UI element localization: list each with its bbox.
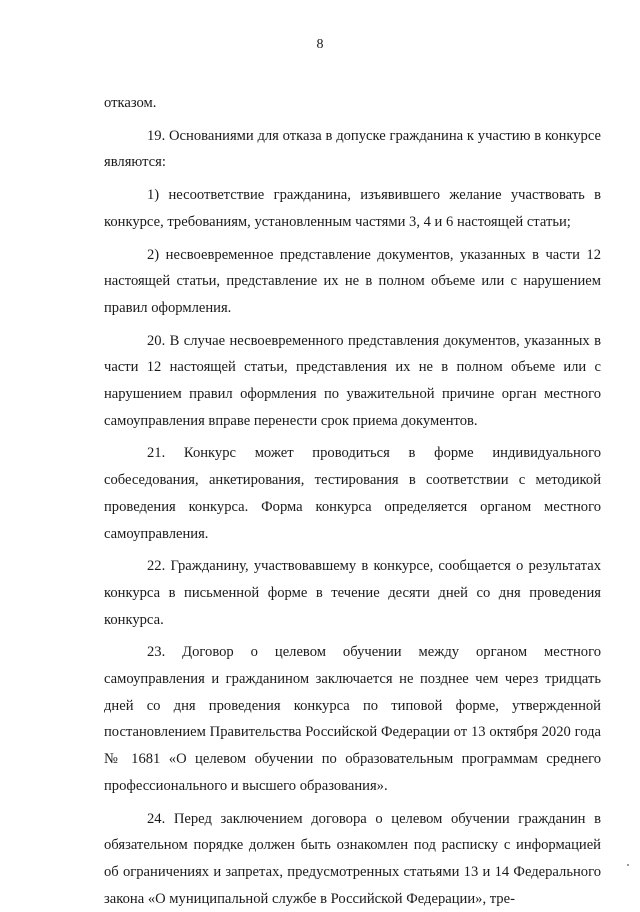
paragraph-21: 21. Конкурс может проводиться в форме индивидуального собеседования, анкетирования, тестирования в соответствии с методикой проведения конкурса. Форма конкурса определяется органом местного самоуправления. bbox=[104, 445, 601, 542]
scan-speck bbox=[627, 864, 629, 866]
paragraph-22: 22. Гражданину, участвовавшему в конкурсе, сообщается о результатах конкурса в письменной форме в течение десяти дней со дня проведения конкурса. bbox=[104, 558, 601, 628]
page-number: 8 bbox=[316, 37, 324, 52]
paragraph-19: 19. Основаниями для отказа в допуске гражданина к участию в конкурсе являются: bbox=[104, 127, 601, 171]
paragraph-24: 24. Перед заключением договора о целевом обучении гражданин в обязательном порядке должен быть ознакомлен под расписку с информацией об ограничениях и запретах, предусмотренных статьями 13 и 14 Федерального закона «О муниципальной службе в Российской Федерации», тре- bbox=[104, 810, 601, 907]
paragraph-continuation: отказом. bbox=[104, 95, 157, 111]
paragraph-19-item-1: 1) несоответствие гражданина, изъявившего желание участвовать в конкурсе, требованиям, установленным частями 3, 4 и 6 настоящей статьи; bbox=[104, 187, 601, 230]
paragraph-23: 23. Договор о целевом обучении между органом местного самоуправления и гражданином заключается не позднее чем через тридцать дней со дня проведения конкурса по типовой форме, утвержденной постановлением Правительства Российской Федерации от 13 октября 2020 года № 1681 «О целевом обучении по образовательным программам среднего профессионального и высшего образования». bbox=[104, 644, 601, 794]
document-body bbox=[104, 90, 601, 912]
paragraph-19-item-2: 2) несвоевременное представление документов, указанных в части 12 настоящей статьи, представление их не в полном объеме или с нарушением правил оформления. bbox=[104, 246, 601, 316]
paragraph-20: 20. В случае несвоевременного представления документов, указанных в части 12 настоящей статьи, представления их не в полном объеме или с нарушением правил оформления по уважительной причине орган местного самоуправления вправе перенести срок приема документов. bbox=[104, 332, 601, 429]
